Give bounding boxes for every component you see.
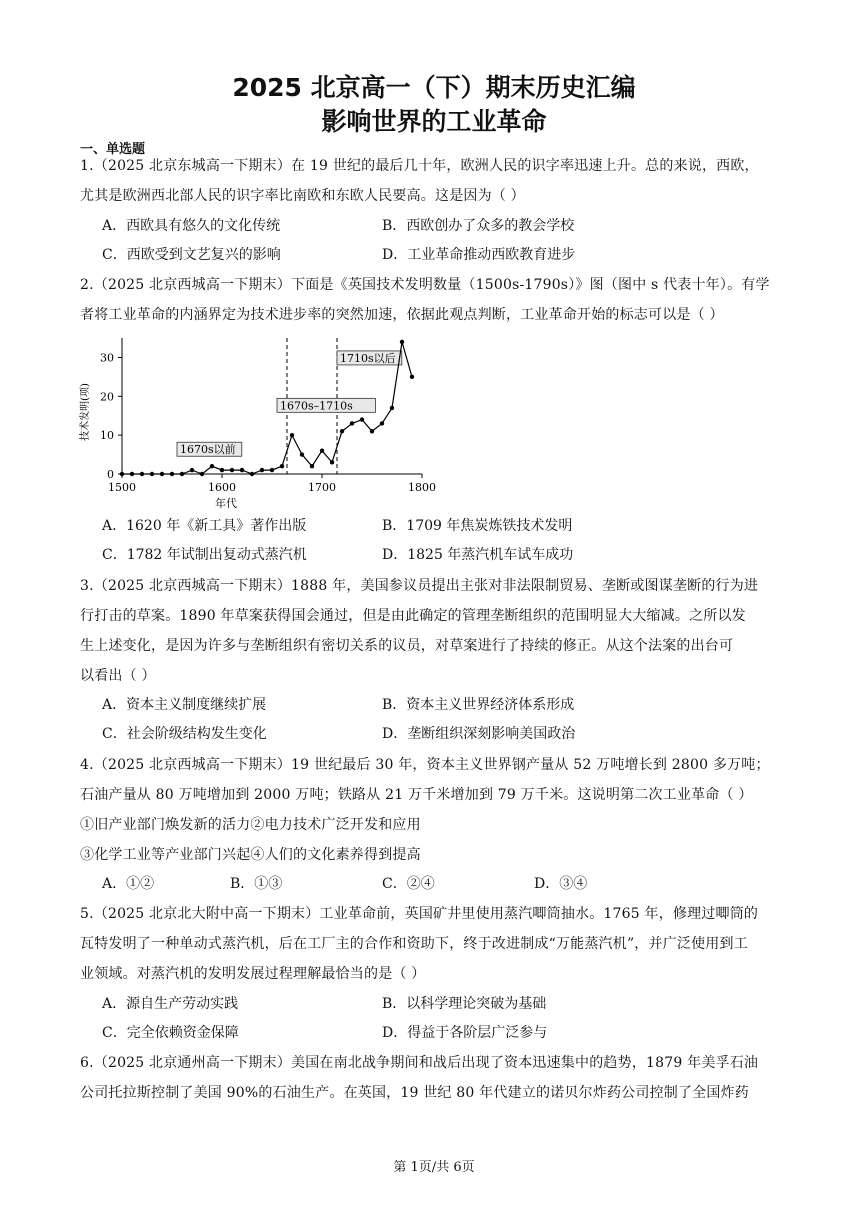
- q1-option-d: D．工业革命推动西欧教育进步: [382, 247, 576, 263]
- data-point: [130, 472, 134, 476]
- question-4-line-3: ①旧产业部门焕发新的活力②电力技术广泛开发和应用: [80, 817, 421, 833]
- q4-option-c: C．②④: [382, 876, 435, 892]
- y-tick-label: 30: [100, 351, 114, 365]
- data-point: [160, 472, 164, 476]
- data-point: [410, 375, 414, 379]
- question-5-line-3: 业领域。对蒸汽机的发明发展过程理解最恰当的是（ ）: [80, 966, 426, 982]
- data-point: [340, 429, 344, 433]
- question-3-line-4: 以看出（ ）: [80, 668, 156, 684]
- data-point: [310, 464, 314, 468]
- question-1-line-1: 1.（2025 北京东城高一下期末）在 19 世纪的最后几十年，欧洲人民的识字率迅速上升。总的来说，西欧，: [80, 158, 759, 174]
- question-6-line-1: 6.（2025 北京通州高一下期末）美国在南北战争期间和战后出现了资本迅速集中的趋势，1879 年美孚石油: [80, 1055, 759, 1071]
- data-point: [190, 468, 194, 472]
- data-point: [380, 421, 384, 425]
- document-subtitle: 影响世界的工业革命: [321, 107, 547, 136]
- data-point: [300, 452, 304, 456]
- annotation-label: 1710s以后: [340, 351, 396, 365]
- data-point: [290, 433, 294, 437]
- question-1-line-2: 尤其是欧洲西北部人民的识字率比南欧和东欧人民要高。这是因为（ ）: [80, 188, 525, 204]
- q5-option-a: A．源自生产劳动实践: [102, 996, 239, 1012]
- question-4-line-2: 石油产量从 80 万吨增加到 2000 万吨；铁路从 21 万千米增加到 79 万千米。这说明第二次工业革命（ ）: [80, 787, 753, 803]
- section-heading: 一、单选题: [80, 142, 146, 157]
- data-point: [270, 468, 274, 472]
- data-point: [320, 448, 324, 452]
- q2-option-c: C．1782 年试制出复动式蒸汽机: [102, 547, 307, 563]
- data-point: [360, 417, 364, 421]
- data-point: [140, 472, 144, 476]
- data-point: [280, 464, 284, 468]
- question-3-line-3: 生上述变化，是因为许多与垄断组织有密切关系的议员，对草案进行了持续的修正。从这个法案的出台可: [80, 638, 734, 654]
- q1-option-a: A．西欧具有悠久的文化传统: [102, 218, 281, 234]
- q5-option-b: B．以科学理论突破为基础: [382, 996, 547, 1012]
- q4-option-a: A．①②: [102, 876, 155, 892]
- tech-inventions-chart: [76, 330, 446, 510]
- q2-option-a: A．1620 年《新工具》著作出版: [102, 518, 307, 534]
- data-point: [400, 340, 404, 344]
- y-axis-label: 技术发明(项): [80, 383, 91, 441]
- y-tick-label: 20: [100, 390, 114, 404]
- x-tick-label: 1500: [108, 481, 136, 494]
- q3-option-b: B．资本主义世界经济体系形成: [382, 697, 575, 713]
- data-point: [150, 472, 154, 476]
- chart-marks: [120, 340, 414, 477]
- data-point: [200, 472, 204, 476]
- x-axis-label: 年代: [215, 497, 237, 510]
- q3-option-a: A．资本主义制度继续扩展: [102, 697, 267, 713]
- q4-option-d: D．③④: [534, 876, 588, 892]
- question-3-line-2: 行打击的草案。1890 年草案获得国会通过，但是由此确定的管理垄断组织的范围明显大大缩减。之所以发: [80, 608, 746, 624]
- q2-option-b: B．1709 年焦炭炼铁技术发明: [382, 518, 573, 534]
- data-point: [210, 464, 214, 468]
- data-point: [220, 468, 224, 472]
- q3-option-d: D．垄断组织深刻影响美国政治: [382, 726, 576, 742]
- question-6-line-2: 公司托拉斯控制了美国 90%的石油生产。在英国，19 世纪 80 年代建立的诺贝尔炸药公司控制了全国炸药: [80, 1085, 749, 1101]
- data-point: [330, 460, 334, 464]
- data-point: [230, 468, 234, 472]
- document-title: 2025 北京高一（下）期末历史汇编: [232, 73, 636, 102]
- annotation-label: 1670s–1710s: [280, 399, 353, 413]
- q4-option-b: B．①③: [230, 876, 283, 892]
- question-2-line-1: 2.（2025 北京西城高一下期末）下面是《英国技术发明数量（1500s-1790s）》图（图中 s 代表十年）。有学: [80, 277, 770, 293]
- q2-option-d: D．1825 年蒸汽机车试车成功: [382, 547, 574, 563]
- y-tick-label: 0: [107, 468, 114, 481]
- question-5-line-2: 瓦特发明了一种单动式蒸汽机，后在工厂主的合作和资助下，终于改进制成“万能蒸汽机”，并广泛使用到工: [80, 936, 748, 952]
- question-4-line-4: ③化学工业等产业部门兴起④人们的文化素养得到提高: [80, 847, 421, 863]
- q1-option-b: B．西欧创办了众多的教会学校: [382, 218, 575, 234]
- q3-option-c: C．社会阶级结构发生变化: [102, 726, 267, 742]
- x-tick-label: 1800: [408, 481, 436, 494]
- question-2-line-2: 者将工业革命的内涵界定为技术进步率的突然加速，依据此观点判断，工业革命开始的标志可以是（ ）: [80, 307, 724, 323]
- question-4-line-1: 4.（2025 北京西城高一下期末）19 世纪最后 30 年，资本主义世界钢产量从 52 万吨增长到 2800 多万吨；: [80, 757, 770, 773]
- data-point: [370, 429, 374, 433]
- q5-option-d: D．得益于各阶层广泛参与: [382, 1025, 548, 1041]
- page-footer: 第 1页/共 6页: [393, 1160, 475, 1175]
- data-point: [350, 421, 354, 425]
- question-5-line-1: 5.（2025 北京北大附中高一下期末）工业革命前，英国矿井里使用蒸汽唧筒抽水。1765 年，修理过唧筒的: [80, 906, 759, 922]
- q5-option-c: C．完全依赖资金保障: [102, 1025, 239, 1041]
- question-3-line-1: 3.（2025 北京西城高一下期末）1888 年，美国参议员提出主张对非法限制贸易、垄断或图谋垄断的行为进: [80, 578, 759, 594]
- data-point: [180, 472, 184, 476]
- y-tick-label: 10: [100, 429, 114, 443]
- data-point: [260, 468, 264, 472]
- annotation-label: 1670s以前: [180, 443, 236, 457]
- data-point: [120, 472, 124, 476]
- data-point: [390, 406, 394, 410]
- data-point: [240, 468, 244, 472]
- q1-option-c: C．西欧受到文艺复兴的影响: [102, 247, 281, 263]
- x-tick-label: 1600: [208, 481, 236, 494]
- x-tick-label: 1700: [308, 481, 336, 494]
- data-point: [170, 472, 174, 476]
- data-point: [250, 472, 254, 476]
